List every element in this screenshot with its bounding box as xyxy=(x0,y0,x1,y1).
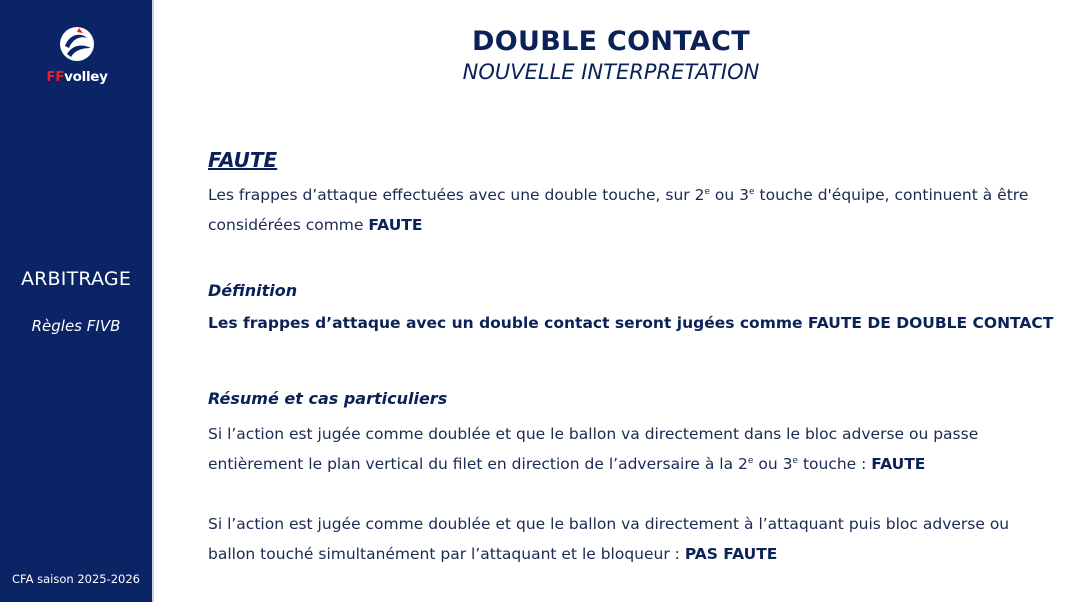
section-heading-resume: Résumé et cas particuliers xyxy=(208,389,448,408)
sidebar-divider xyxy=(152,0,154,602)
sidebar xyxy=(0,0,152,602)
ffvolley-logo xyxy=(44,24,110,88)
section-heading-faute: FAUTE xyxy=(208,148,278,172)
logo-wordmark: FFvolley xyxy=(46,69,108,85)
faute-paragraph: Les frappes d’attaque effectuées avec une double touche, sur 2e ou 3e touche d'équipe, continuent à être considérées comme FAUTE xyxy=(208,186,1029,234)
case-2-emphasis: PAS FAUTE xyxy=(684,545,778,563)
section-heading-definition: Définition xyxy=(208,281,298,300)
sidebar-title: ARBITRAGE xyxy=(20,268,132,290)
resume-case-2: Si l’action est jugée comme doublée et que le ballon va directement à l’attaquant puis bloc adverse ou ballon touché simultanément par l’attaquant et le bloqueur : PAS FAUTE xyxy=(208,515,1010,563)
resume-case-1: Si l’action est jugée comme doublée et que le ballon va directement dans le bloc adverse ou passe entièrement le plan vertical du filet en direction de l’adversaire à la 2e ou 3e touche : FAUTE xyxy=(208,425,979,473)
rooster-icon xyxy=(57,24,97,64)
page-subtitle: NOUVELLE INTERPRETATION xyxy=(462,60,760,84)
page-title: DOUBLE CONTACT xyxy=(472,26,750,57)
faute-emphasis: FAUTE xyxy=(368,216,423,234)
sidebar-subtitle: Règles FIVB xyxy=(31,317,121,335)
definition-text: Les frappes d’attaque avec un double contact seront jugées comme FAUTE DE DOUBLE CONTACT xyxy=(208,314,1054,332)
case-1-emphasis: FAUTE xyxy=(871,455,926,473)
sidebar-footer: CFA saison 2025-2026 xyxy=(12,572,140,586)
